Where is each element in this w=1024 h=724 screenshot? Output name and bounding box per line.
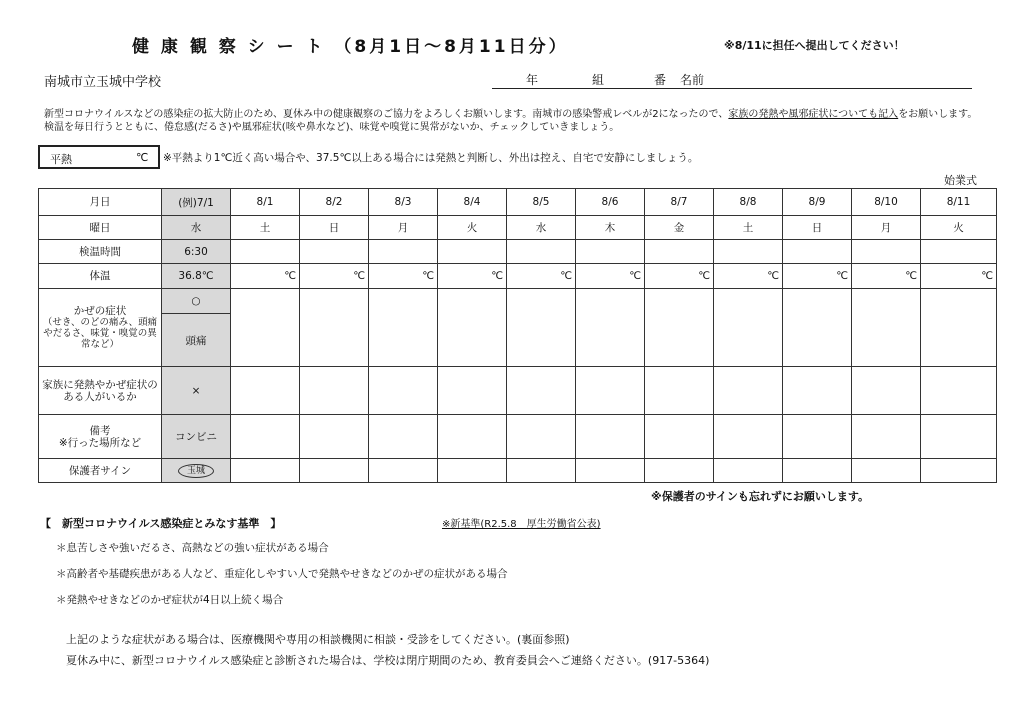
example-cold-text: 頭痛 xyxy=(162,314,231,367)
notes-cell[interactable] xyxy=(576,415,645,459)
notes-title: 備考 xyxy=(89,424,111,437)
date-cell: 8/8 xyxy=(714,189,783,216)
row-time xyxy=(39,240,997,264)
date-cell: 8/3 xyxy=(369,189,438,216)
row-label-cold xyxy=(39,289,162,367)
weekday-cell: 火 xyxy=(438,216,507,240)
class-label: 組 xyxy=(592,73,605,87)
family-symptom-cell[interactable] xyxy=(231,367,300,415)
cold-symptom-cell[interactable] xyxy=(576,289,645,367)
family-symptom-cell[interactable] xyxy=(438,367,507,415)
temp-cell[interactable]: ℃ xyxy=(507,264,576,289)
guardian-sign-cell[interactable] xyxy=(300,459,369,483)
notes-sub: ※行った場所など xyxy=(58,436,142,449)
footer-line-2: 夏休み中に、新型コロナウイルス感染症と診断された場合は、学校は閉庁期間のため、教育委員会へご連絡ください。(917-5364) xyxy=(66,654,710,667)
criteria-item: ＊発熱やせきなどのかぜ症状が4日以上続く場合 xyxy=(56,594,284,606)
family-symptom-cell[interactable] xyxy=(714,367,783,415)
row-label-sign: 保護者サイン xyxy=(39,459,162,483)
weekday-cell: 日 xyxy=(783,216,852,240)
family-symptom-cell[interactable] xyxy=(645,367,714,415)
guardian-sign-cell[interactable] xyxy=(852,459,921,483)
guardian-sign-cell[interactable] xyxy=(507,459,576,483)
time-cell[interactable] xyxy=(438,240,507,264)
notes-cell[interactable] xyxy=(783,415,852,459)
guardian-sign-cell[interactable] xyxy=(576,459,645,483)
time-cell[interactable] xyxy=(645,240,714,264)
intro-underlined: 家族の発熱や風邪症状についても記入 xyxy=(728,109,899,120)
temp-cell[interactable]: ℃ xyxy=(231,264,300,289)
number-label: 番 xyxy=(654,73,667,87)
temp-cell[interactable]: ℃ xyxy=(783,264,852,289)
family-symptom-cell[interactable] xyxy=(576,367,645,415)
seal-stamp: 玉城 xyxy=(178,464,214,478)
name-label: 名前 xyxy=(680,73,705,87)
time-cell[interactable] xyxy=(783,240,852,264)
temp-cell[interactable]: ℃ xyxy=(369,264,438,289)
intro-part1: 新型コロナウイルスなどの感染症の拡大防止のため、夏休み中の健康観察のご協力をよろしくお願いします。南城市の感染警戒レベルが2になったので、 xyxy=(44,109,729,120)
weekday-cell: 月 xyxy=(369,216,438,240)
temp-cell[interactable]: ℃ xyxy=(645,264,714,289)
row-label-family: 家族に発熱やかぜ症状のある人がいるか xyxy=(39,367,162,415)
weekday-cell: 火 xyxy=(921,216,997,240)
cold-symptom-cell[interactable] xyxy=(438,289,507,367)
row-notes xyxy=(39,415,997,459)
cold-symptom-cell[interactable] xyxy=(783,289,852,367)
weekday-cell: 土 xyxy=(714,216,783,240)
year-label: 年 xyxy=(526,73,539,87)
example-date: (例)7/1 xyxy=(162,189,231,216)
observation-table xyxy=(38,188,997,483)
normal-temp-label: 平熱 xyxy=(50,153,72,166)
family-symptom-cell[interactable] xyxy=(921,367,997,415)
row-label-notes xyxy=(39,415,162,459)
time-cell[interactable] xyxy=(369,240,438,264)
guardian-sign-cell[interactable] xyxy=(783,459,852,483)
date-cell: 8/1 xyxy=(231,189,300,216)
date-cell: 8/5 xyxy=(507,189,576,216)
example-time: 6:30 xyxy=(162,240,231,264)
row-label-date: 月日 xyxy=(39,189,162,216)
temp-cell[interactable]: ℃ xyxy=(438,264,507,289)
notes-cell[interactable] xyxy=(714,415,783,459)
normal-temp-note: ※平熱より1℃近く高い場合や、37.5℃以上ある場合には発熱と判断し、外出は控え、自宅で安静にしましょう。 xyxy=(163,152,699,164)
example-sign xyxy=(162,459,231,483)
row-weekday xyxy=(39,216,997,240)
school-name: 南城市立玉城中学校 xyxy=(44,75,162,90)
weekday-cell: 日 xyxy=(300,216,369,240)
date-cell: 8/4 xyxy=(438,189,507,216)
family-symptom-cell[interactable] xyxy=(507,367,576,415)
cold-symptom-cell[interactable] xyxy=(645,289,714,367)
notes-cell[interactable] xyxy=(231,415,300,459)
notes-cell[interactable] xyxy=(921,415,997,459)
example-temp: 36.8℃ xyxy=(162,264,231,289)
family-symptom-cell[interactable] xyxy=(369,367,438,415)
guardian-sign-cell[interactable] xyxy=(369,459,438,483)
criteria-title: 【 新型コロナウイルス感染症とみなす基準 】 xyxy=(40,517,282,530)
intro-text xyxy=(44,108,984,134)
date-cell: 8/9 xyxy=(783,189,852,216)
row-label-weekday: 曜日 xyxy=(39,216,162,240)
deadline-note: ※8/11に担任へ提出してください！ xyxy=(724,39,905,52)
example-notes: コンビニ xyxy=(162,415,231,459)
row-label-time: 検温時間 xyxy=(39,240,162,264)
cold-symptom-cell[interactable] xyxy=(507,289,576,367)
temp-cell[interactable]: ℃ xyxy=(576,264,645,289)
guardian-sign-cell[interactable] xyxy=(921,459,997,483)
example-family: × xyxy=(162,367,231,415)
row-sign xyxy=(39,459,997,483)
criteria-item: ＊息苦しさや強いだるさ、高熱などの強い症状がある場合 xyxy=(56,542,329,554)
example-weekday: 水 xyxy=(162,216,231,240)
cold-title: かぜの症状 xyxy=(73,305,127,317)
row-cold xyxy=(39,289,997,314)
family-symptom-cell[interactable] xyxy=(300,367,369,415)
intro-part2: をお願いします。検温を毎日行うとともに、倦怠感(だるさ)や風邪症状(咳や鼻水など)、味覚や嗅覚に異常がないか、チェックしていきましょう。 xyxy=(44,109,978,133)
temp-cell[interactable]: ℃ xyxy=(300,264,369,289)
example-cold-mark: ○ xyxy=(162,289,231,314)
family-symptom-cell[interactable] xyxy=(783,367,852,415)
time-cell[interactable] xyxy=(300,240,369,264)
family-symptom-cell[interactable] xyxy=(852,367,921,415)
notes-cell[interactable] xyxy=(507,415,576,459)
weekday-cell: 水 xyxy=(507,216,576,240)
date-cell: 8/2 xyxy=(300,189,369,216)
row-date xyxy=(39,189,997,216)
weekday-cell: 月 xyxy=(852,216,921,240)
criteria-source: ※新基準(R2.5.8 厚生労働省公表) xyxy=(442,519,601,530)
notes-cell[interactable] xyxy=(369,415,438,459)
guardian-sign-cell[interactable] xyxy=(231,459,300,483)
date-cell: 8/10 xyxy=(852,189,921,216)
notes-cell[interactable] xyxy=(438,415,507,459)
date-cell: 8/11 xyxy=(921,189,997,216)
time-cell[interactable] xyxy=(507,240,576,264)
weekday-cell: 土 xyxy=(231,216,300,240)
row-label-temp: 体温 xyxy=(39,264,162,289)
time-cell[interactable] xyxy=(714,240,783,264)
time-cell[interactable] xyxy=(231,240,300,264)
footer-line-1: 上記のような症状がある場合は、医療機関や専用の相談機関に相談・受診をしてください。(裏面参照) xyxy=(66,633,570,646)
temp-cell[interactable]: ℃ xyxy=(852,264,921,289)
normal-temp-box[interactable] xyxy=(38,145,160,169)
date-cell: 8/7 xyxy=(645,189,714,216)
weekday-cell: 金 xyxy=(645,216,714,240)
time-cell[interactable] xyxy=(576,240,645,264)
cold-symptom-cell[interactable] xyxy=(714,289,783,367)
row-family xyxy=(39,367,997,415)
temp-cell[interactable]: ℃ xyxy=(714,264,783,289)
guardian-sign-cell[interactable] xyxy=(645,459,714,483)
guardian-sign-cell[interactable] xyxy=(714,459,783,483)
criteria-item: ＊高齢者や基礎疾患がある人など、重症化しやすい人で発熱やせきなどのかぜの症状がある場合 xyxy=(56,568,508,580)
notes-cell[interactable] xyxy=(645,415,714,459)
cold-symptom-cell[interactable] xyxy=(852,289,921,367)
cold-sub: （せき、のどの痛み、頭痛やだるさ、味覚・嗅覚の異常など） xyxy=(42,317,158,350)
row-temp xyxy=(39,264,997,289)
cold-symptom-cell[interactable] xyxy=(921,289,997,367)
cold-symptom-cell[interactable] xyxy=(369,289,438,367)
student-info-line[interactable] xyxy=(492,70,972,89)
time-cell[interactable] xyxy=(921,240,997,264)
guardian-sign-note: ※保護者のサインも忘れずにお願いします。 xyxy=(651,490,870,503)
notes-cell[interactable] xyxy=(852,415,921,459)
temp-cell[interactable]: ℃ xyxy=(921,264,997,289)
cold-symptom-cell[interactable] xyxy=(231,289,300,367)
normal-temp-unit: ℃ xyxy=(136,151,149,164)
opening-ceremony-label: 始業式 xyxy=(944,174,977,187)
guardian-sign-cell[interactable] xyxy=(438,459,507,483)
notes-cell[interactable] xyxy=(300,415,369,459)
time-cell[interactable] xyxy=(852,240,921,264)
date-cell: 8/6 xyxy=(576,189,645,216)
weekday-cell: 木 xyxy=(576,216,645,240)
cold-symptom-cell[interactable] xyxy=(300,289,369,367)
sheet-title: 健 康 観 察 シ ー ト （8月1日〜8月11日分） xyxy=(132,37,569,57)
